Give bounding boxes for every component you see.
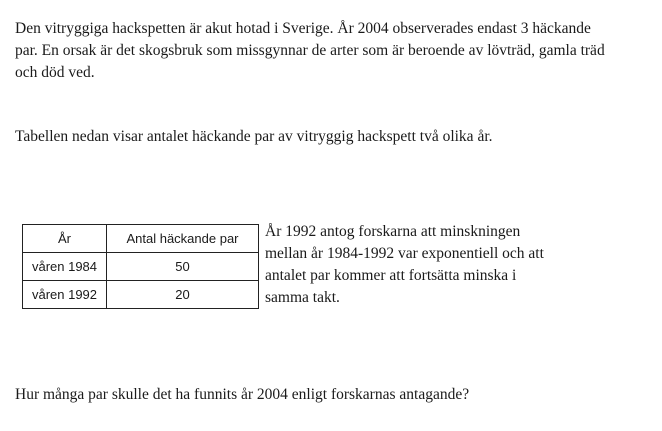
breeding-pairs-table: [22, 224, 259, 309]
assumption-paragraph: År 1992 antog forskarna att minskningen mellan år 1984-1992 var exponentiell och att antalet par kommer att fortsätta minska i samma takt.: [265, 223, 544, 306]
table-intro-paragraph: Tabellen nedan visar antalet häckande par av vitryggig hackspett två olika år.: [15, 128, 493, 145]
cell-pairs: 50: [107, 253, 259, 281]
cell-pairs: 20: [107, 281, 259, 309]
table-row: [23, 281, 259, 309]
header-pairs: Antal häckande par: [107, 225, 259, 253]
header-year: År: [23, 225, 107, 253]
table-row: [23, 253, 259, 281]
cell-year: våren 1984: [23, 253, 107, 281]
question-paragraph: Hur många par skulle det ha funnits år 2004 enligt forskarnas antagande?: [15, 386, 470, 403]
table-header-row: [23, 225, 259, 253]
intro-paragraph: Den vitryggiga hackspetten är akut hotad i Sverige. År 2004 observerades endast 3 häckande par. En orsak är det skogsbruk som missgynnar de arter som är beroende av lövträd, gamla träd och död ved.: [15, 20, 605, 81]
cell-year: våren 1992: [23, 281, 107, 309]
